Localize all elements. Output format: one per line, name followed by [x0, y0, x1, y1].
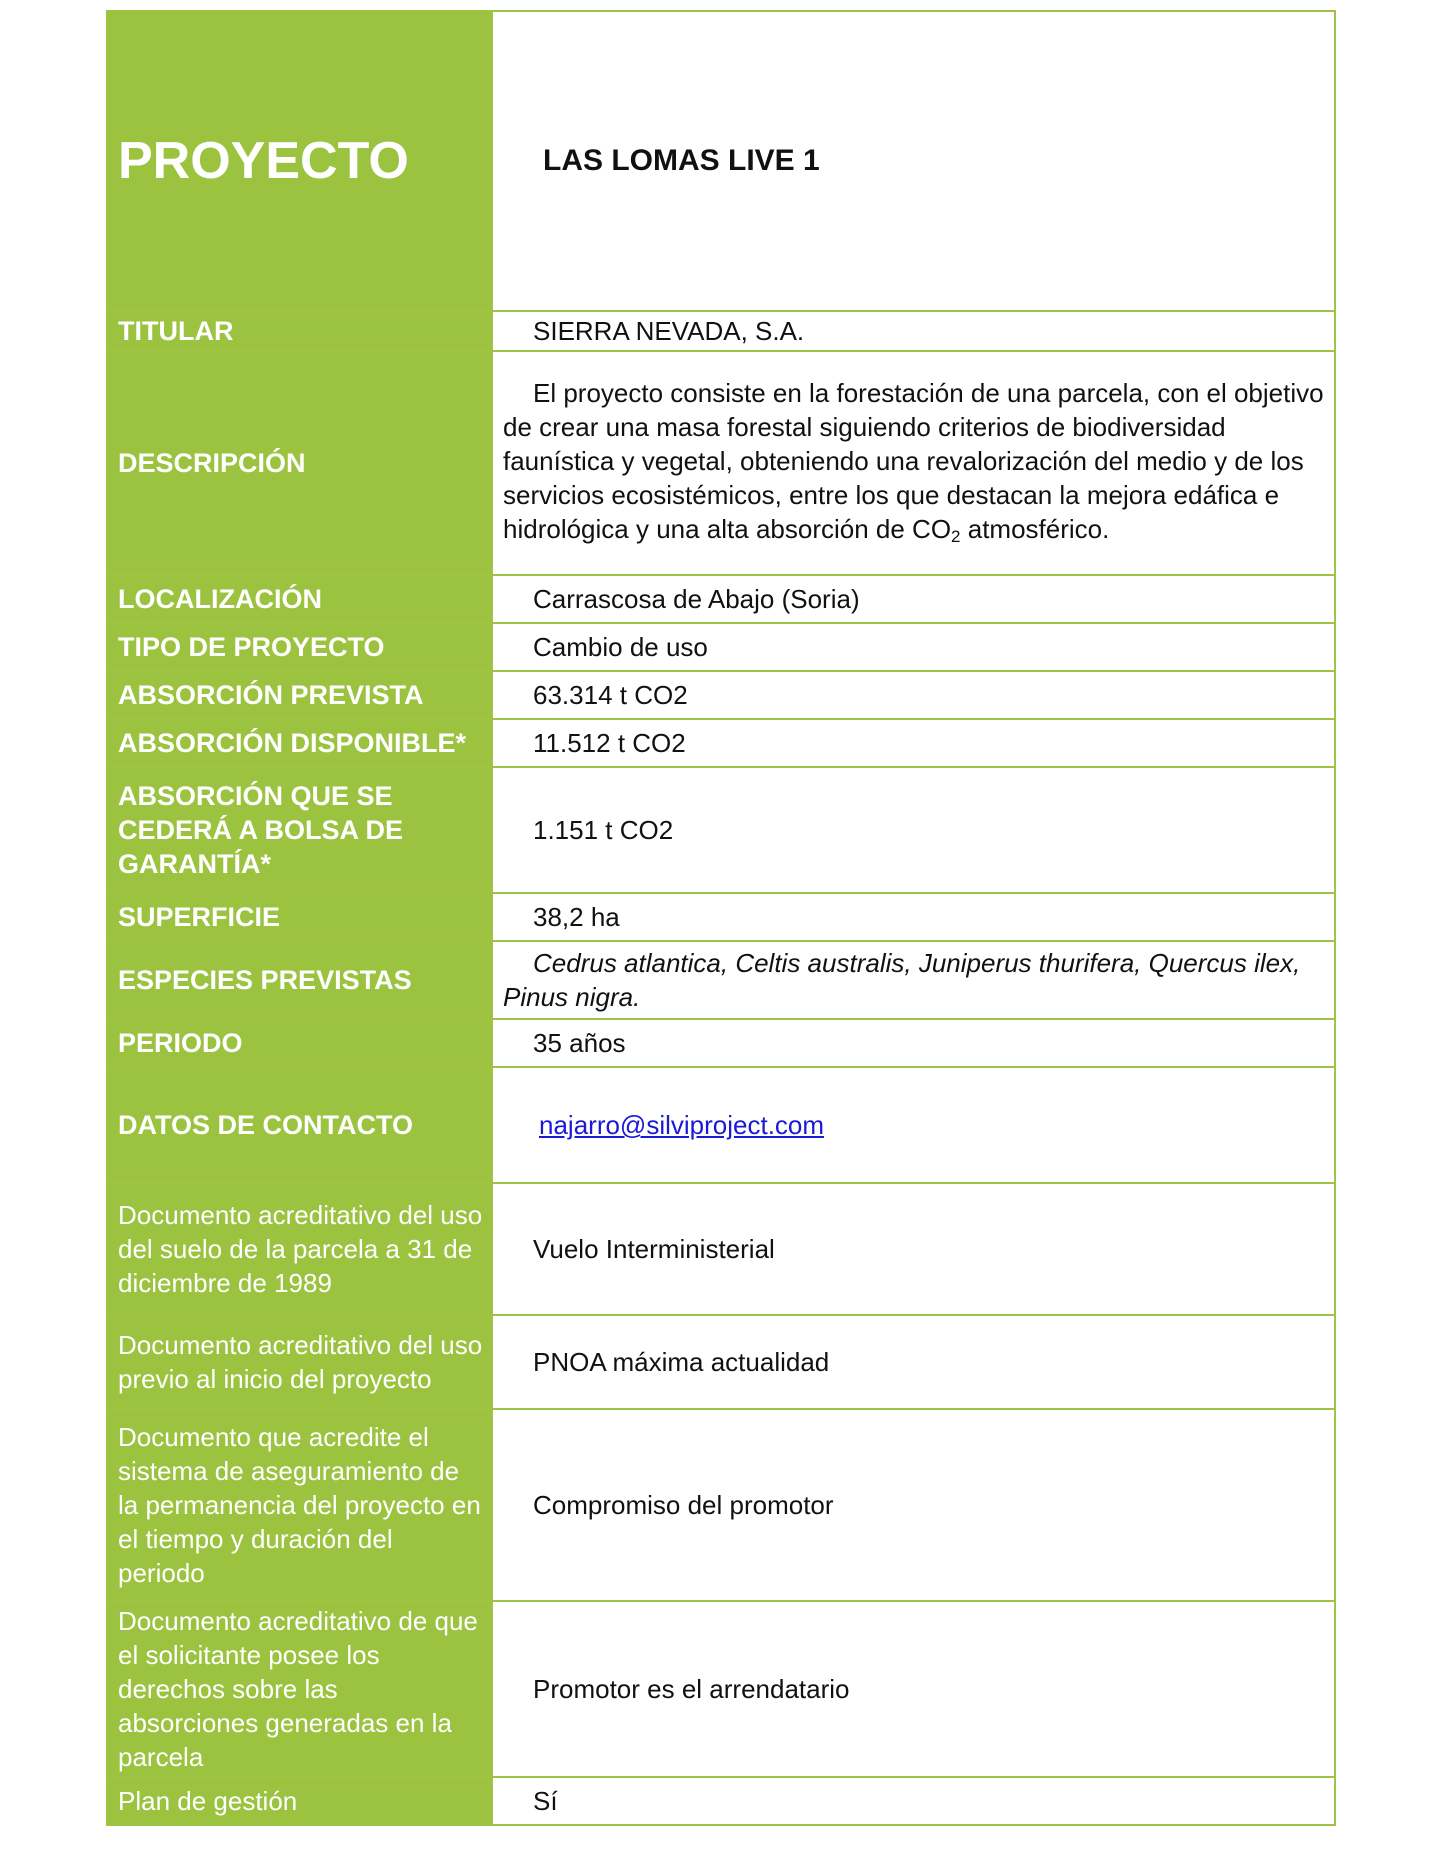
- project-name: LAS LOMAS LIVE 1: [492, 11, 1335, 311]
- label-plan-gestion: Plan de gestión: [107, 1777, 492, 1825]
- value-absorcion-prevista: [492, 671, 1335, 719]
- label-localizacion: LOCALIZACIÓN: [107, 575, 492, 623]
- value-doc-previo-text: PNOA máxima actualidad: [533, 1347, 830, 1377]
- value-periodo-text: 35 años: [533, 1028, 626, 1058]
- row-absorcion-disponible: [107, 719, 1335, 767]
- value-localizacion: [492, 575, 1335, 623]
- row-absorcion-prevista: [107, 671, 1335, 719]
- header-label: PROYECTO: [107, 11, 492, 311]
- label-absorcion-prevista: ABSORCIÓN PREVISTA: [107, 671, 492, 719]
- label-descripcion: DESCRIPCIÓN: [107, 351, 492, 575]
- value-especies: [492, 941, 1335, 1019]
- row-periodo: [107, 1019, 1335, 1067]
- label-doc-previo: Documento acreditativo del uso previo al inicio del proyecto: [107, 1315, 492, 1409]
- value-bolsa-garantia-text: 1.151 t CO2: [533, 815, 674, 845]
- label-doc-derechos: Documento acreditativo de que el solicitante posee los derechos sobre las absorciones generadas en la parcela: [107, 1601, 492, 1777]
- row-doc-derechos: [107, 1601, 1335, 1777]
- label-contacto: DATOS DE CONTACTO: [107, 1067, 492, 1183]
- contact-email-link[interactable]: najarro@silviproject.com: [539, 1110, 825, 1140]
- value-descripcion: [492, 351, 1335, 575]
- label-doc-permanencia: Documento que acredite el sistema de aseguramiento de la permanencia del proyecto en el tiempo y duración del periodo: [107, 1409, 492, 1601]
- description-subscript: 2: [951, 527, 961, 546]
- row-contacto: [107, 1067, 1335, 1183]
- value-doc-permanencia-text: Compromiso del promotor: [533, 1490, 834, 1520]
- value-localizacion-text: Carrascosa de Abajo (Soria): [533, 584, 860, 614]
- project-table: [106, 10, 1336, 1826]
- description-text: [503, 362, 1324, 564]
- row-plan-gestion: [107, 1777, 1335, 1825]
- label-tipo: TIPO DE PROYECTO: [107, 623, 492, 671]
- label-bolsa-garantia: ABSORCIÓN QUE SE CEDERÁ A BOLSA DE GARANTÍA*: [107, 767, 492, 893]
- value-doc-1989: [492, 1183, 1335, 1315]
- label-periodo: PERIODO: [107, 1019, 492, 1067]
- value-titular: [492, 311, 1335, 351]
- value-tipo-text: Cambio de uso: [533, 632, 708, 662]
- value-absorcion-disponible-text: 11.512 t CO2: [533, 728, 686, 758]
- row-descripcion: [107, 351, 1335, 575]
- value-absorcion-disponible: [492, 719, 1335, 767]
- value-doc-1989-text: Vuelo Interministerial: [533, 1234, 775, 1264]
- value-doc-previo: [492, 1315, 1335, 1409]
- row-doc-previo: [107, 1315, 1335, 1409]
- label-absorcion-disponible: ABSORCIÓN DISPONIBLE*: [107, 719, 492, 767]
- value-periodo: [492, 1019, 1335, 1067]
- row-especies: [107, 941, 1335, 1019]
- value-doc-derechos: [492, 1601, 1335, 1777]
- row-bolsa-garantia: [107, 767, 1335, 893]
- description-tail: atmosférico.: [960, 514, 1110, 544]
- value-contacto: [492, 1067, 1335, 1183]
- value-plan-gestion: [492, 1777, 1335, 1825]
- value-bolsa-garantia: [492, 767, 1335, 893]
- label-titular: TITULAR: [107, 311, 492, 351]
- label-especies: ESPECIES PREVISTAS: [107, 941, 492, 1019]
- value-doc-permanencia: [492, 1409, 1335, 1601]
- row-tipo: [107, 623, 1335, 671]
- row-localizacion: [107, 575, 1335, 623]
- project-sheet: [106, 10, 1336, 1826]
- row-doc-1989: [107, 1183, 1335, 1315]
- header-row: [107, 11, 1335, 311]
- row-titular: [107, 311, 1335, 351]
- label-superficie: SUPERFICIE: [107, 893, 492, 941]
- value-superficie: [492, 893, 1335, 941]
- row-doc-permanencia: [107, 1409, 1335, 1601]
- description-main: El proyecto consiste en la forestación de una parcela, con el objetivo de crear una masa forestal siguiendo criterios de biodiversidad faunística y vegetal, obteniendo una revalorización del medio y de los servicios ecosistémicos, entre los que destacan la mejora edáfica e hidrológica y una alta absorción de CO: [503, 378, 1324, 544]
- label-doc-1989: Documento acreditativo del uso del suelo de la parcela a 31 de diciembre de 1989: [107, 1183, 492, 1315]
- value-titular-text: SIERRA NEVADA, S.A.: [533, 316, 805, 346]
- value-doc-derechos-text: Promotor es el arrendatario: [533, 1674, 850, 1704]
- value-superficie-text: 38,2 ha: [533, 902, 620, 932]
- value-absorcion-prevista-text: 63.314 t CO2: [533, 680, 688, 710]
- value-especies-text: Cedrus atlantica, Celtis australis, Juniperus thurifera, Quercus ilex, Pinus nigra.: [503, 948, 1301, 1012]
- value-plan-gestion-text: Sí: [533, 1786, 558, 1816]
- row-superficie: [107, 893, 1335, 941]
- value-tipo: [492, 623, 1335, 671]
